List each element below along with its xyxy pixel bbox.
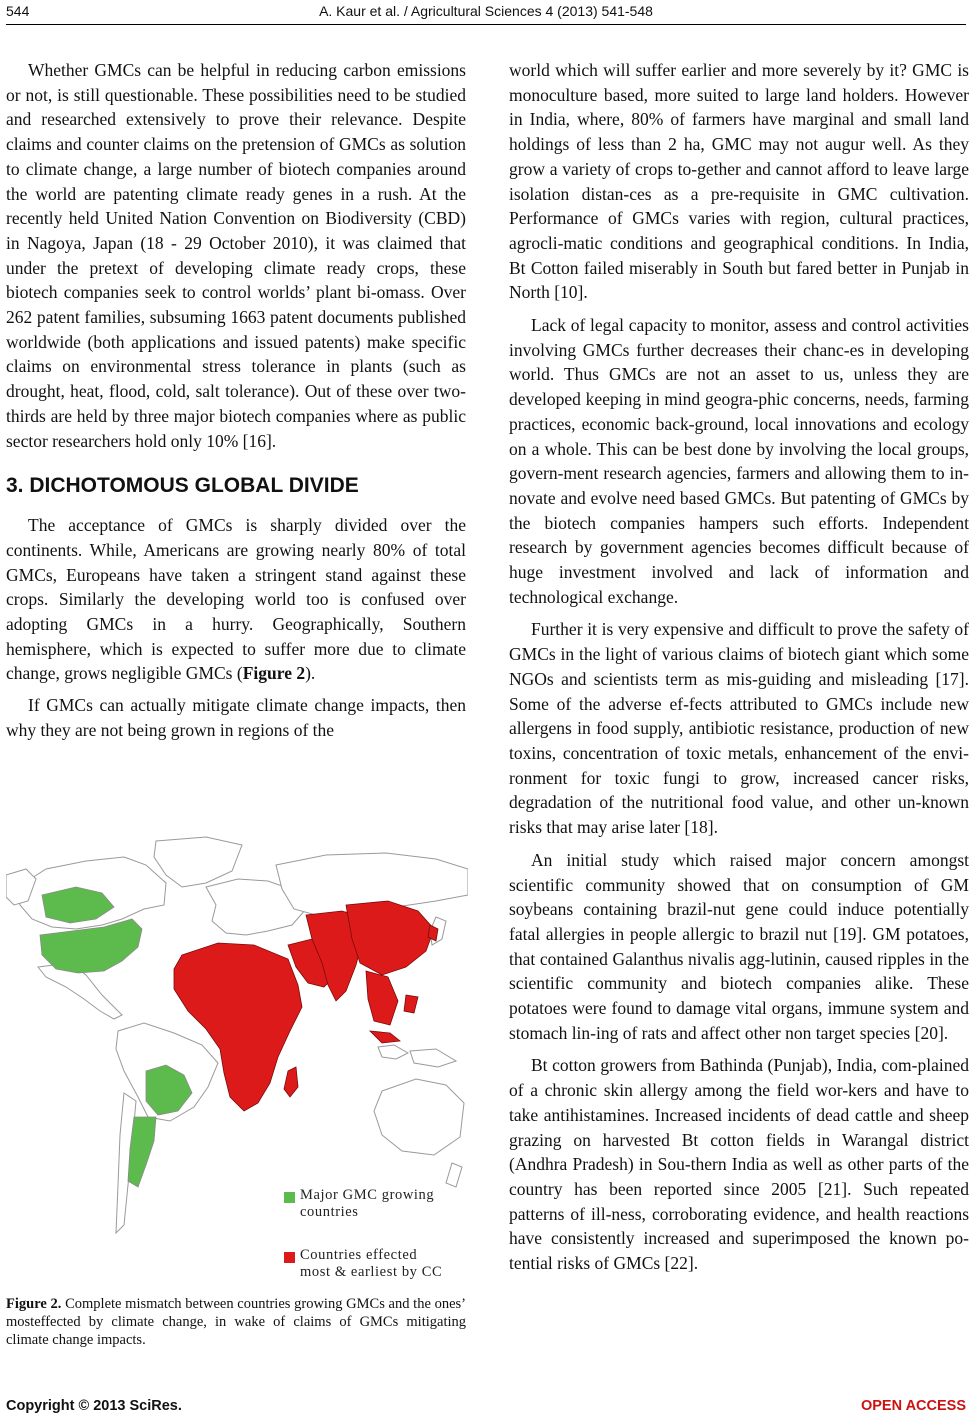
paragraph: If GMCs can actually mitigate climate change impacts, then why they are not being grown in regions of the xyxy=(6,695,466,740)
caption-label: Figure 2. xyxy=(6,1296,62,1312)
legend-swatch-green xyxy=(284,1192,295,1203)
footer-open-access: OPEN ACCESS xyxy=(860,1398,966,1414)
paragraph: An initial study which raised major concern amongst scientific community showed that on consumption of GM soybeans containing brazil-nut gene could induce potentially fatal allergies in people allergic to brazil nut [19]. GM potatoes, that contained Galanthus nivalis agg-lutinin, caused ripples in the scientific community and biotech companies alike. These potatoes were found to damage vital organs, immune system and stomach lin-ing of rats and affect other non target species [20]. xyxy=(509,849,969,1043)
paragraph xyxy=(6,513,466,686)
paragraph: world which will suffer earlier and more severely by it? GMC is monoculture based, more suited to large land holders. However in India, where, 80% of farmers have marginal and small land holdings of less than 2 ha, GMC may not augur well. As they grow a variety of crops to-gether and cannot afford to leave large isolation distan-ces as a pre-requisite in GMC cultivation. Performance of GMCs varies with region, cultural practices, agrocli-matic conditions and geographical conditions. In India, Bt Cotton failed miserably in South but fared better in Punjab in North [10]. xyxy=(509,60,969,303)
left-column xyxy=(6,58,466,750)
running-head: A. Kaur et al. / Agricultural Sciences 4 (2013) 541-548 xyxy=(319,3,653,19)
figure-2 xyxy=(6,835,468,1285)
legend-label: Countries effected most & earliest by CC xyxy=(300,1247,443,1280)
paragraph: Whether GMCs can be helpful in reducing carbon emissions or not, is still questionable. These possibilities need to be studied and researched extensively to prove their relevance. Despite claims and counter claims on the pretension of GMCs as solution to climate change, a large number of biotech companies around the world are patenting climate ready genes in a rush. At the recently held United Nation Convention on Biodiversity (CBD) in Nagoya, Japan (18 - 29 October 2010), it was claimed that under the pretext of developing climate ready crops, these biotech companies seek to control worlds’ plant bi-omass. Over 262 patent families, subsuming 1663 patent documents published worldwide (both applications and issued patents) make specific claims on environmental stress tolerance in plants (such as drought, heat, flood, cold, salt tolerance). Out of these over two-thirds are held by three major biotech companies where as public sector researchers hold only 10% [16]. xyxy=(6,60,466,451)
section-heading: 3. DICHOTOMOUS GLOBAL DIVIDE xyxy=(6,474,359,498)
footer-copyright: Copyright © 2013 SciRes. xyxy=(6,1398,182,1414)
map-region-philippines xyxy=(404,995,418,1013)
map-country-greenland xyxy=(154,837,242,887)
figure-reference: Figure 2 xyxy=(242,663,306,684)
map-country-new-zealand xyxy=(446,1163,462,1187)
right-column xyxy=(509,58,969,1284)
map-country-australia xyxy=(374,1079,464,1155)
paragraph: Bt cotton growers from Bathinda (Punjab), India, com-plained of a chronic skin allergy among the field wor-kers and have to take antihistamines. Increased incidents of dead cattle and sheep grazing on harvested Bt cotton fields in Warangal district (Andhra Pradesh) in Sou-thern India as well as other parts of the country has been reported since 2005 [21]. Such repeated patterns of ill-ness, corroborating evidence, and health reactions have consistently increased and superimposed the known po-tential risks of GMCs [22]. xyxy=(509,1055,969,1274)
map-region-indonesia-west xyxy=(370,1031,400,1043)
caption-text: Complete mismatch between countries growing GMCs and the ones’ mosteffected by climate change, in wake of claims of GMCs mitigating climate change impacts. xyxy=(6,1296,466,1348)
map-region-east-asia xyxy=(346,901,434,975)
legend-item-cc-affected xyxy=(284,1247,442,1281)
legend-swatch-red xyxy=(284,1252,295,1263)
map-region-madagascar xyxy=(284,1067,298,1097)
map-region-southeast-asia xyxy=(366,971,398,1025)
paragraph-text: The acceptance of GMCs is sharply divided over the continents. While, Americans are growing nearly 80% of total GMCs, Europeans have taken a stringent stand against these crops. Similarly the developing world too is confused over adopting GMCs in a hurry. Geographically, Southern hemisphere, which is expected to suffer more due to climate change, grows negligible GMCs ( xyxy=(6,515,466,684)
map-country-indonesia xyxy=(378,1045,456,1067)
paragraph: Further it is very expensive and difficult to prove the safety of GMCs in the light of various claims of biotech giant which some NGOs and scientists term as mis-guiding and misleading [17]. Some of the adverse ef-fects attributed to GMCs include new allergens in food supply, antibiotic resistance, production of new toxins, concentration of toxic metals, enhancement of the envi-ronment for toxic fungi to grow, increased cancer risks, degradation of the nutritional food value, and other un-known risks that may arise later [18]. xyxy=(509,619,969,838)
page-number: 544 xyxy=(6,3,30,19)
paragraph: Lack of legal capacity to monitor, assess and control activities involving GMCs further decreases their chanc-es in developing world. Thus GMCs are not an asset to us, unless they are developed keeping in mind geogra-phic concerns, needs, farming practices, economic back-ground, local innovations and ecology on a whole. This can be best done by involving the local groups, govern-ment research agencies, farmers and allowing them to in-novate and evolve need based GMCs. But patenting of GMCs by the biotech companies hampers such efforts. Independent research by government agencies becomes difficult because of huge investment involved and lack of information and technological exchange. xyxy=(509,315,969,607)
figure-caption xyxy=(6,1295,466,1349)
legend-label: Major GMC growing countries xyxy=(300,1187,435,1220)
paragraph-end: ). xyxy=(305,663,316,684)
legend-item-gmc-growing xyxy=(284,1187,434,1221)
header-rule xyxy=(6,24,966,25)
